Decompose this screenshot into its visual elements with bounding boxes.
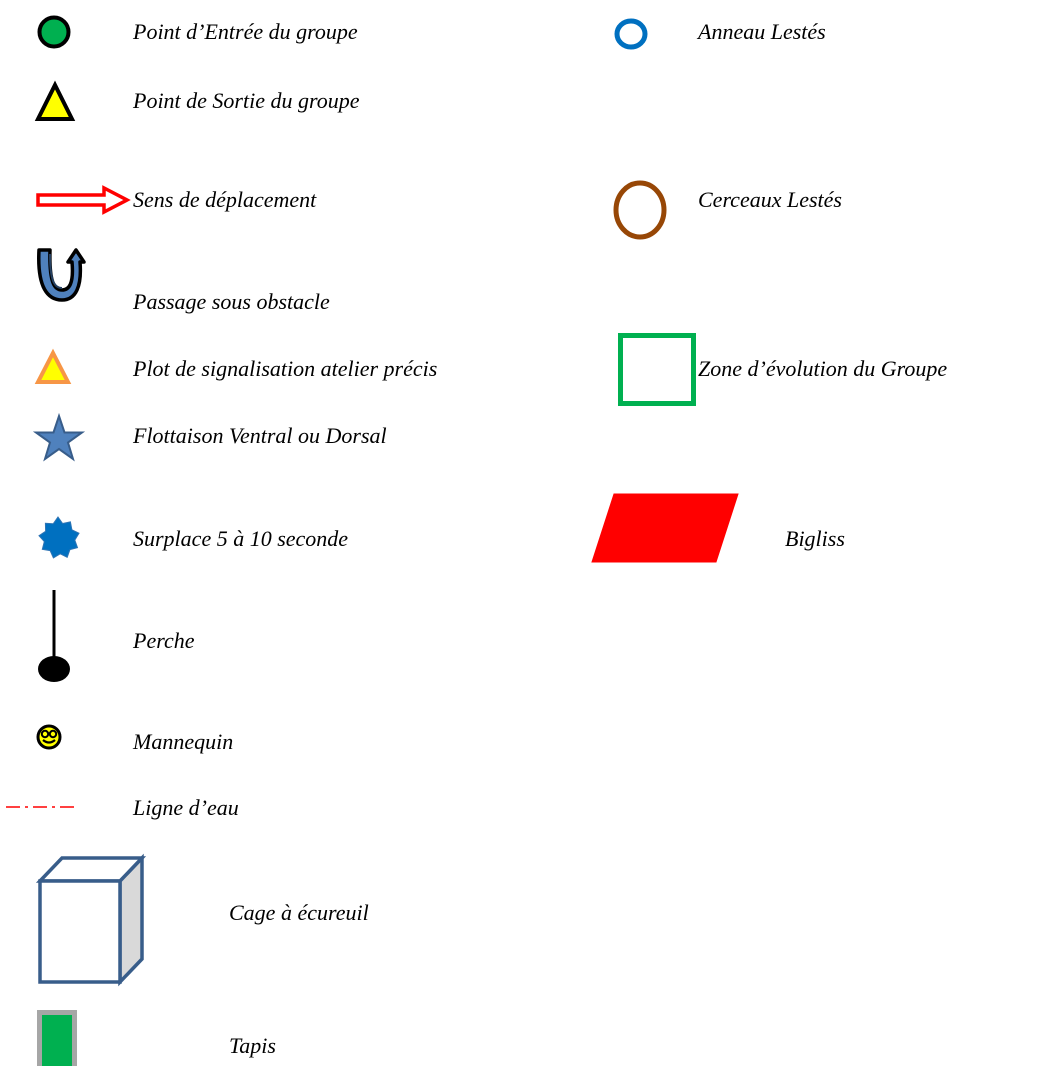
- orange-triangle-icon: [37, 350, 71, 384]
- green-mat-icon: [37, 1010, 79, 1066]
- red-parallelogram-icon: [592, 492, 740, 564]
- legend-label-direction: Sens de déplacement: [133, 187, 317, 212]
- blue-star-icon: [34, 414, 84, 464]
- brown-ring-icon: [613, 181, 669, 241]
- legend-label-group-zone: Zone d’évolution du Groupe: [698, 356, 948, 381]
- legend-label-pole: Perche: [133, 628, 195, 653]
- u-turn-arrow-icon: [36, 248, 88, 304]
- cube-icon: [38, 856, 148, 984]
- green-circle-icon: [37, 15, 71, 49]
- yellow-triangle-icon: [36, 82, 76, 122]
- blue-ring-icon: [614, 18, 650, 52]
- legend-label-signal-cone: Plot de signalisation atelier précis: [133, 356, 438, 381]
- legend-label-bigliss: Bigliss: [785, 526, 845, 551]
- green-square-outline-icon: [618, 333, 698, 407]
- legend-label-squirrel-cage: Cage à écureuil: [229, 900, 369, 925]
- legend-label-under-obstacle: Passage sous obstacle: [133, 289, 330, 314]
- legend-label-mat: Tapis: [229, 1033, 276, 1058]
- legend-label-dummy: Mannequin: [133, 729, 234, 754]
- red-outline-arrow-icon: [36, 185, 130, 215]
- pole-icon: [36, 590, 72, 686]
- legend-label-floating: Flottaison Ventral ou Dorsal: [133, 423, 387, 448]
- legend-label-exit-point: Point de Sortie du groupe: [133, 88, 360, 113]
- legend-label-surplace: Surplace 5 à 10 seconde: [133, 526, 349, 551]
- dash-dot-line-icon: [6, 805, 78, 809]
- smiley-face-icon: [36, 724, 62, 750]
- legend-label-entry-point: Point d’Entrée du groupe: [133, 19, 358, 44]
- legend-label-lane-line: Ligne d’eau: [133, 795, 239, 820]
- blue-seal-icon: [36, 516, 80, 560]
- legend-label-weighted-hoops: Cerceaux Lestés: [698, 187, 842, 212]
- legend-label-weighted-ring: Anneau Lestés: [698, 19, 826, 44]
